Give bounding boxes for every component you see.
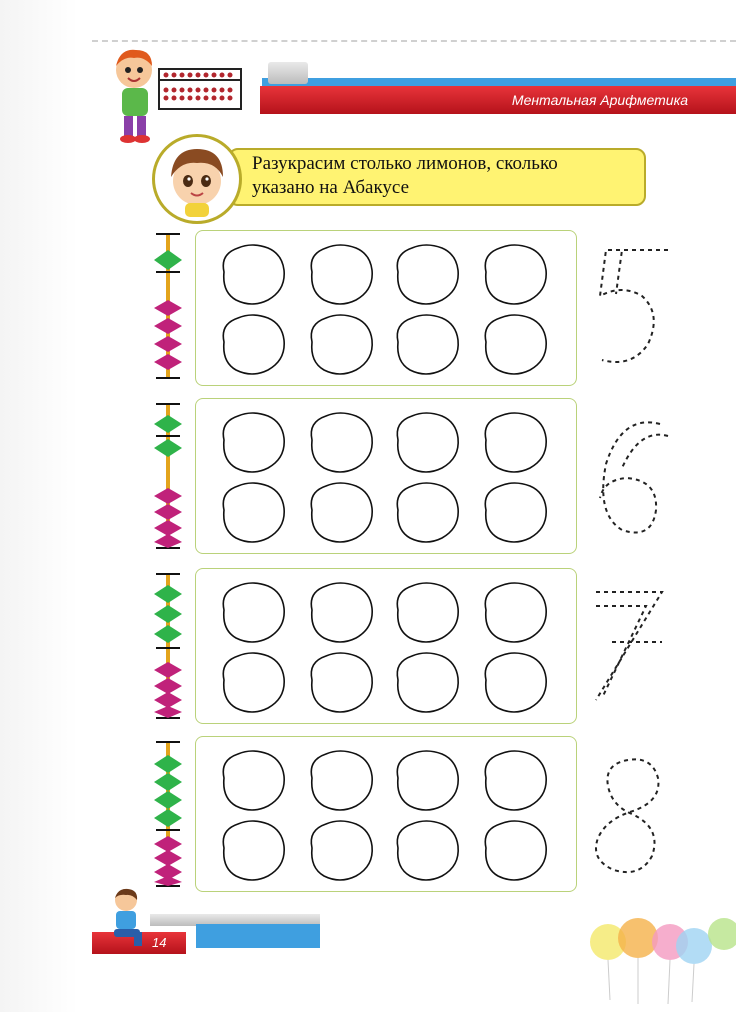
lemon-grid-row-6	[223, 413, 546, 542]
number-balloons-icon	[586, 910, 736, 1010]
lemon-grid-row-5	[223, 245, 546, 374]
instruction-line-2: указано на Абакусе	[252, 177, 410, 198]
lemon-grid-row-7	[223, 583, 546, 712]
page-number: 14	[152, 935, 167, 950]
sitting-boy-icon	[104, 886, 148, 948]
header-title: Ментальная Арифметика	[511, 92, 688, 108]
footer-blue-stripe	[196, 924, 320, 948]
instruction-line-1: Разукрасим столько лимонов, сколько	[252, 153, 558, 174]
lemon-grid-row-8	[223, 751, 546, 880]
